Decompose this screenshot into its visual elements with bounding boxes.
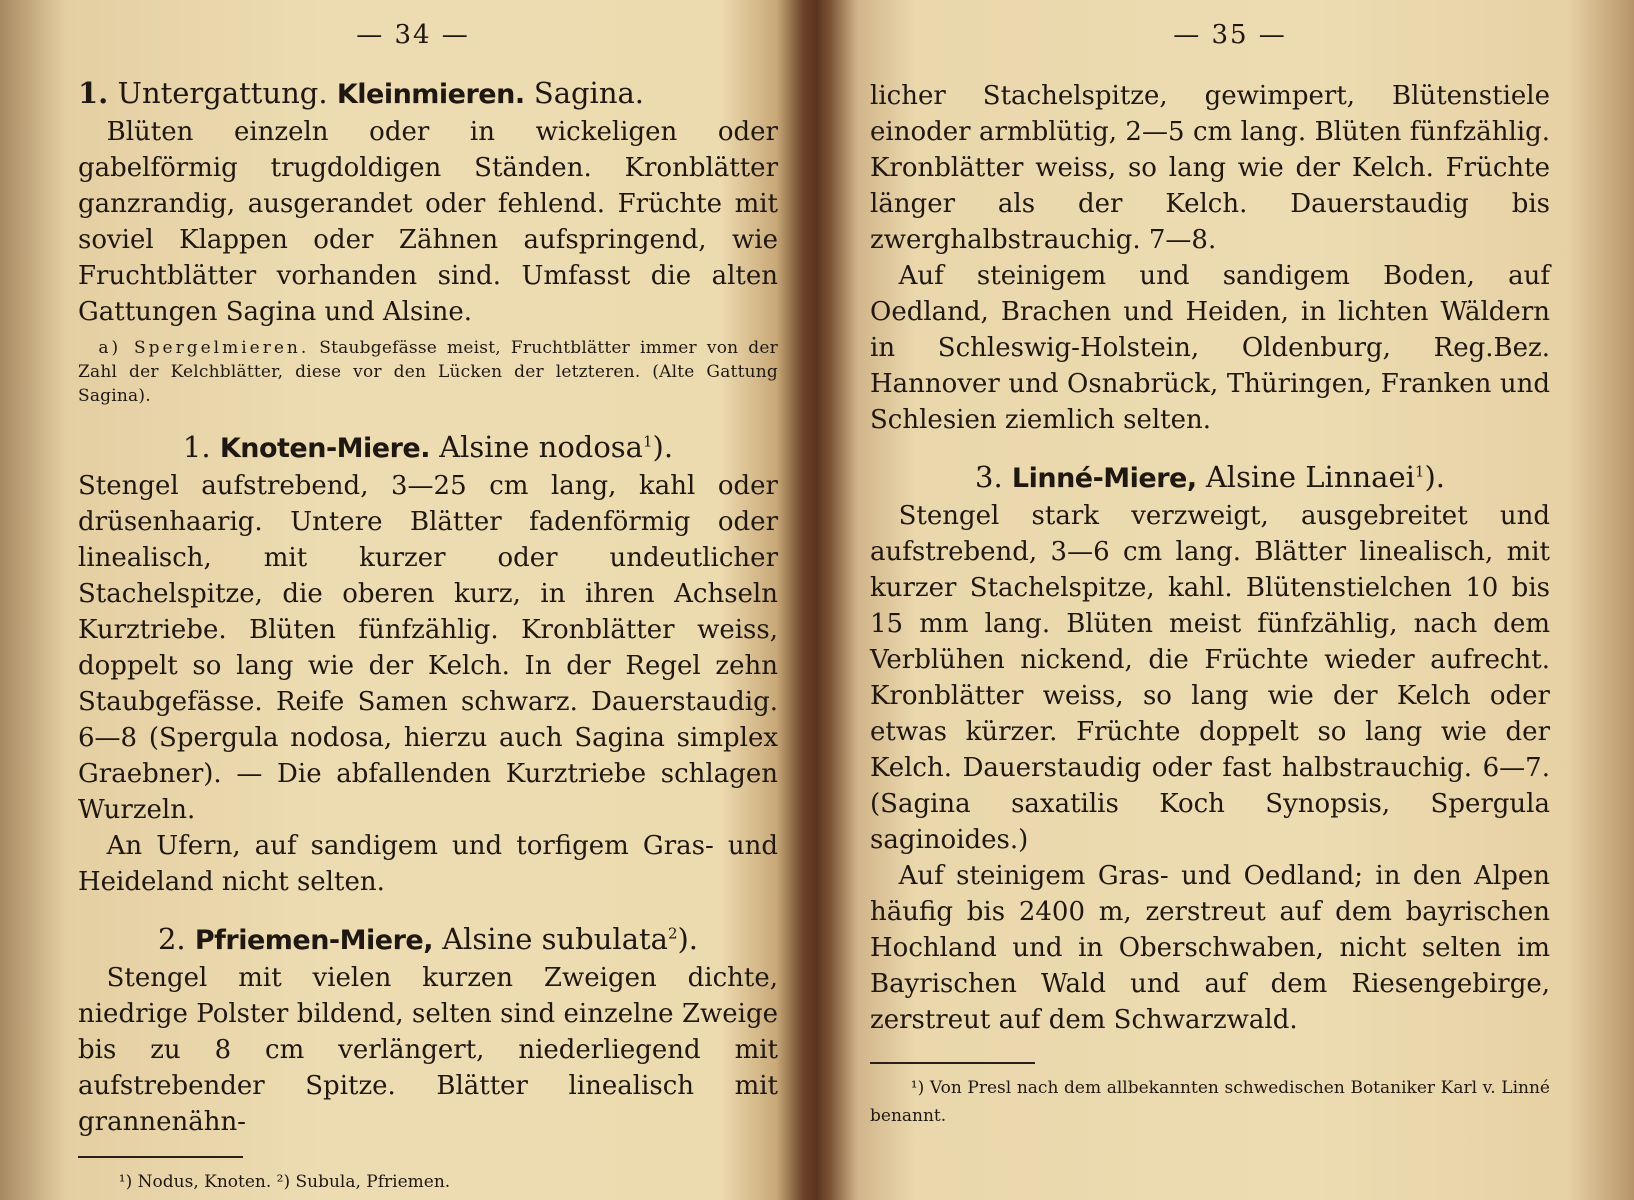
species-habitat: An Ufern, auf sandigem und torfigem Gras- und Heideland nicht selten.: [78, 831, 778, 897]
section-note: [78, 336, 778, 408]
footnote-rule: [78, 1156, 243, 1158]
species-tail: ).: [1424, 460, 1445, 494]
heading-post: Sagina.: [533, 76, 645, 110]
subgenus-intro: Blüten einzeln oder in wickeligen oder gabelförmig trugdoldigen Ständen. Kronblätter ganzrandig, ausgerandet oder fehlend. Früchte mit soviel Klappen oder Zähnen aufspringend, wie Fruchtblätter vorhanden sind. Umfasst die alten Gattungen Sagina und Alsine.: [78, 117, 778, 327]
species-heading-2: [78, 922, 778, 956]
species-habitat: Auf steinigem Gras- und Oedland; in den Alpen häufig bis 2400 m, zerstreut auf dem bayrischen Hochland und in Oberschwaben, nicht selten im Bayrischen Wald und auf dem Riesengebirge, zerstreut auf dem Schwarzwald.: [870, 861, 1550, 1035]
footnote-mark: 1: [1414, 462, 1425, 481]
species-number: 3.: [975, 460, 1003, 494]
species-description: Stengel mit vielen kurzen Zweigen dichte, niedrige Polster bildend, selten sind einzelne Zweige bis zu 8 cm verlängert, niederliegend mit aufstrebender Spitze. Blätter linealisch mit grannenähn-: [78, 963, 778, 1137]
footnote-mark: 2: [667, 924, 678, 943]
species-tail: ).: [677, 922, 699, 956]
footnote: ¹) Von Presl nach dem allbekannten schwedischen Botaniker Karl v. Linné benannt.: [870, 1078, 1550, 1126]
footnote-rule: [870, 1062, 1035, 1064]
footnote: ¹) Nodus, Knoten. ²) Subula, Pfriemen.: [118, 1172, 451, 1192]
species-latin: Alsine nodosa: [439, 430, 643, 464]
species-number: 1.: [182, 430, 211, 464]
left-page: [78, 0, 778, 1200]
species-number: 2.: [157, 922, 186, 956]
species-latin: Alsine subulata: [442, 922, 668, 956]
footnote-mark: 1: [642, 432, 653, 451]
heading-bold: Kleinmieren.: [336, 79, 525, 110]
continued-text: licher Stachelspitze, gewimpert, Blütenstiele einoder armblütig, 2—5 cm lang. Blüten fünfzählig. Kronblätter weiss, so lang wie der Kelch. Früchte länger als der Kelch. Dauerstaudig bis zwerghalbstrauchig. 7—8.: [870, 81, 1550, 255]
species-name: Knoten-Miere.: [219, 433, 430, 464]
species-name: Linné-Miere,: [1011, 463, 1197, 494]
heading-number: 1.: [78, 76, 109, 110]
heading-pre: Untergattung.: [117, 76, 328, 110]
species-heading-3: [870, 460, 1550, 494]
species-heading-1: [78, 430, 778, 464]
species-description: Stengel aufstrebend, 3—25 cm lang, kahl oder drüsenhaarig. Untere Blätter fadenförmig oder linealisch, mit kurzer oder undeutlicher Stachelspitze, die oberen kurz, in ihren Achseln Kurztriebe. Blüten fünfzählig. Kronblätter weiss, doppelt so lang wie der Kelch. In der Regel zehn Staubgefässe. Reife Samen schwarz. Dauerstaudig. 6—8 (Spergula nodosa, hierzu auch Sagina simplex Graebner). — Die abfallenden Kurztriebe schlagen Wurzeln.: [78, 471, 778, 825]
species-description: Stengel stark verzweigt, ausgebreitet und aufstrebend, 3—6 cm lang. Blätter linealisch, mit kurzer Stachelspitze, kahl. Blütenstielchen 10 bis 15 mm lang. Blüten meist fünfzählig, nach dem Verblühen nickend, die Früchte wieder aufrecht. Kronblätter weiss, so lang wie der Kelch oder etwas kürzer. Früchte doppelt so lang wie der Kelch. Dauerstaudig oder fast halbstrauchig. 6—7. (Sagina saxatilis Koch Synopsis, Spergula saginoides.): [870, 501, 1550, 855]
section-note-label: a) Spergelmieren.: [98, 338, 310, 358]
species-name: Pfriemen-Miere,: [194, 925, 433, 956]
section-note-text: Staubgefässe meist, Fruchtblätter immer von der Zahl der Kelchblätter, diese vor den Lücken der letzteren. (Alte Gattung Sagina).: [78, 338, 778, 406]
subgenus-heading: [78, 76, 778, 110]
page-number: — 35 —: [1173, 20, 1287, 50]
species-tail: ).: [652, 430, 674, 464]
species-latin: Alsine Linnaei: [1205, 460, 1415, 494]
page-number: — 34 —: [356, 20, 470, 50]
right-page: [870, 0, 1550, 1200]
species-habitat: Auf steinigem und sandigem Boden, auf Oedland, Brachen und Heiden, in lichten Wäldern in Schleswig-Holstein, Oldenburg, Reg.Bez. Hannover und Osnabrück, Thüringen, Franken und Schlesien ziemlich selten.: [870, 261, 1550, 435]
